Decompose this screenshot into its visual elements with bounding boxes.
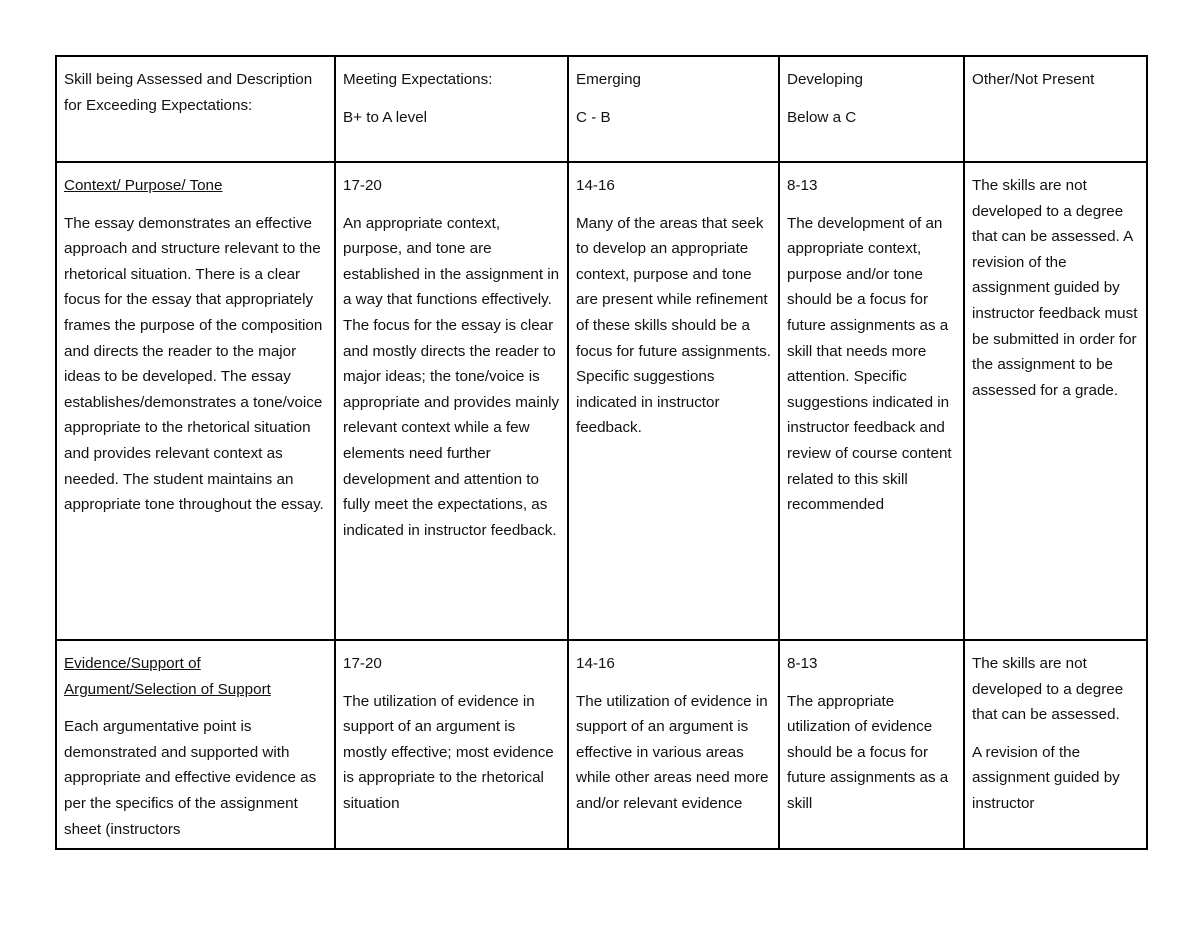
header-meeting-title: Meeting Expectations: [343, 71, 493, 88]
emerging-score: 14-16 [576, 177, 615, 194]
skill-cell [56, 640, 335, 849]
header-emerging-title: Emerging [576, 71, 641, 88]
other-description-continued: A revision of the assignment guided by instructor [972, 743, 1120, 812]
meeting-score: 17-20 [343, 177, 382, 194]
meeting-cell [335, 162, 568, 640]
header-row [56, 56, 1147, 162]
meeting-description: The utilization of evidence in support of an argument is mostly effective; most evidence is appropriate to the rhetorical situation [343, 692, 554, 812]
table-row [56, 640, 1147, 849]
skill-description: The essay demonstrates an effective approach and structure relevant to the rhetorical situation. There is a clear focus for the essay that appropriately frames the purpose of the composition and directs the reader to the major ideas to be developed. The essay establishes/demonstrates a tone/voice appropriate to the rhetorical situation and provides relevant context as needed. The student maintains an appropriate tone throughout the essay. [64, 214, 324, 514]
header-developing-level: Below a C [787, 108, 857, 126]
developing-score: 8-13 [787, 655, 818, 672]
skill-title: Evidence/Support of Argument/Selection of Support [64, 655, 271, 698]
emerging-description: The utilization of evidence in support of an argument is effective in various areas while other areas need more and/or relevant evidence [576, 692, 769, 812]
header-meeting-cell [335, 56, 568, 162]
emerging-description: Many of the areas that seek to develop an appropriate context, purpose and tone are present while refinement of these skills should be a focus for future assignments. Specific suggestions indicated in instructor feedback. [576, 214, 771, 437]
emerging-cell [568, 640, 779, 849]
header-developing-cell [779, 56, 964, 162]
emerging-score: 14-16 [576, 655, 615, 672]
developing-description: The development of an appropriate context, purpose and/or tone should be a focus for future assignments as a skill that needs more attention. Specific suggestions indicated in instructor feedback and review of course content related to this skill recommended [787, 214, 952, 514]
header-emerging-level: C - B [576, 108, 611, 126]
developing-description: The appropriate utilization of evidence should be a focus for future assignments as a skill [787, 692, 949, 812]
header-other-cell [964, 56, 1147, 162]
meeting-cell [335, 640, 568, 849]
developing-cell [779, 162, 964, 640]
header-other-title: Other/Not Present [972, 71, 1095, 88]
other-description: The skills are not developed to a degree that can be assessed. [972, 655, 1124, 724]
other-cell [964, 162, 1147, 640]
meeting-description: An appropriate context, purpose, and tone are established in the assignment in a way that functions effectively. The focus for the essay is clear and mostly directs the reader to major ideas; the tone/voice is appropriate and provides mainly relevant context while a few elements need further development and attention to fully meet the expectations, as indicated in instructor feedback. [343, 214, 560, 539]
header-skill-cell [56, 56, 335, 162]
other-cell [964, 640, 1147, 849]
other-description: The skills are not developed to a degree that can be assessed. A revision of the assignment guided by instructor feedback must be submitted in order for the assignment to be assessed for a grade. [972, 177, 1138, 399]
table-row [56, 162, 1147, 640]
meeting-score: 17-20 [343, 655, 382, 672]
header-meeting-level: B+ to A level [343, 108, 428, 126]
header-skill-text: Skill being Assessed and Description for Exceeding Expectations: [64, 71, 313, 114]
skill-cell [56, 162, 335, 640]
skill-title: Context/ Purpose/ Tone [64, 177, 223, 194]
emerging-cell [568, 162, 779, 640]
skill-description: Each argumentative point is demonstrated and supported with appropriate and effective evidence as per the specifics of the assignment sheet (instructors [64, 718, 317, 838]
developing-cell [779, 640, 964, 849]
rubric-table [55, 55, 1148, 850]
header-developing-title: Developing [787, 71, 863, 88]
developing-score: 8-13 [787, 177, 818, 194]
header-emerging-cell [568, 56, 779, 162]
